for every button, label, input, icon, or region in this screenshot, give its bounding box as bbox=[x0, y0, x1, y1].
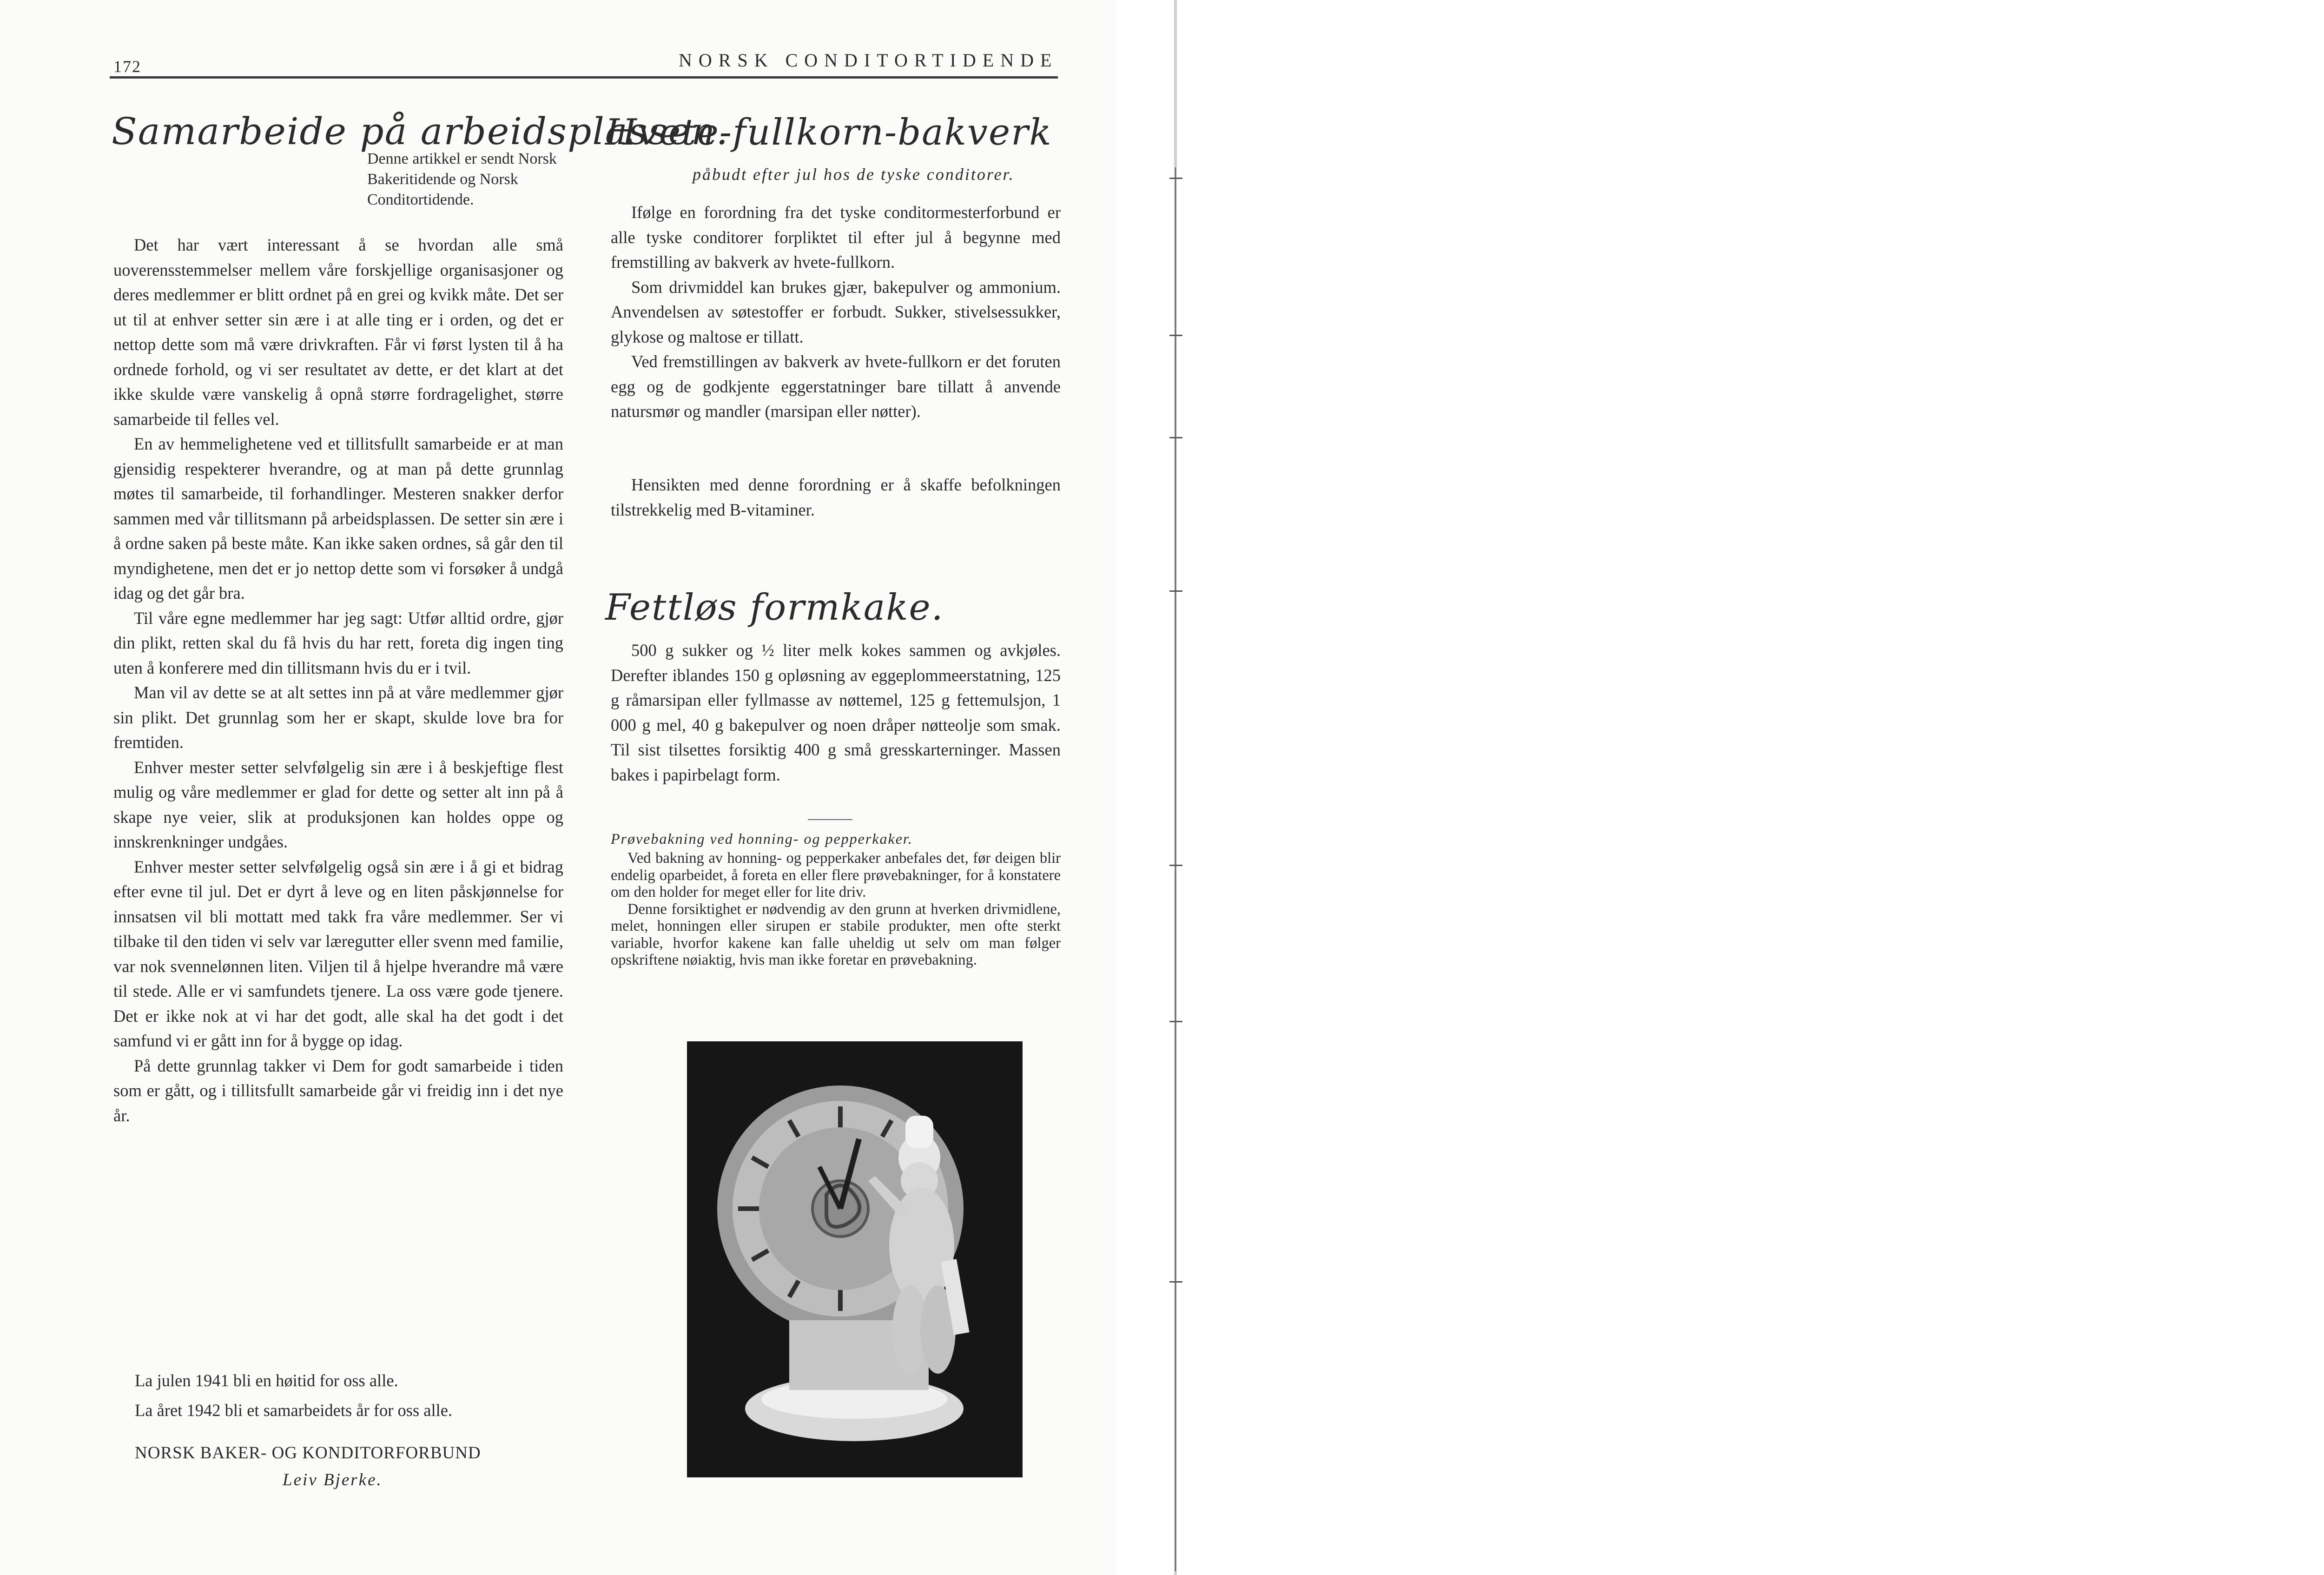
page-edge-mark bbox=[1169, 1281, 1182, 1283]
paragraph: Enhver mester setter selvfølgelig også sin ære i å gi et bidrag efter evne til jul. Det er dyrt å leve og en liten påskjønnelse for innsatsen vil bli mottatt med takk fra våre medlemmer. Ser vi tilbake til den tiden vi selv var læregutter eller svenn med familie, var nok svennelønnen liten. Viljen til å hjelpe hverandre må være til stede. Alle er vi samfundets tjenere. La oss være gode tjenere. Det er ikke nok at vi har det godt, alle skal ha det godt i det samfund vi er gått inn for å bygge op idag. bbox=[113, 857, 563, 1050]
page-edge-line bbox=[1175, 167, 1176, 1571]
paragraph: Til våre egne medlemmer har jeg sagt: Utfør alltid ordre, gjør din plikt, retten skal du få hvis du har rett, foreta dig ingen ting uten å konferere med din tillitsmann hvis du er i tvil. bbox=[113, 608, 563, 677]
article-body-hvete bbox=[611, 200, 1061, 424]
article-body-samarbeide bbox=[113, 232, 563, 1128]
page-edge-mark bbox=[1169, 178, 1182, 179]
closing-line: La året 1942 bli et samarbeidets år for oss alle. bbox=[135, 1401, 453, 1420]
header-rule bbox=[110, 76, 1058, 79]
article-title-hvete: Hvete-fullkorn-bakverk bbox=[605, 112, 1052, 153]
closing-lines bbox=[135, 1366, 452, 1425]
paragraph: Ved fremstillingen av bakverk av hvete-fullkorn er det foruten egg og de godkjente eggerstatninger bare tillatt å anvende natursmør og mandler (marsipan eller nøtter). bbox=[611, 352, 1061, 421]
article-subtitle-hvete: påbudt efter jul hos de tyske conditorer. bbox=[693, 165, 1015, 184]
article-note: Denne artikkel er sendt Norsk Bakeritidende og Norsk Conditortidende. bbox=[367, 150, 557, 208]
closing-line: La julen 1941 bli en høitid for oss alle. bbox=[135, 1371, 398, 1390]
page-edge-mark bbox=[1169, 865, 1182, 866]
clock-figure-illustration bbox=[687, 1041, 1023, 1477]
paragraph: Enhver mester setter selvfølgelig sin ære i å beskjeftige flest mulig og våre medlemmer er glad for dette og setter alt inn på å skape nye veier, slik at produksjonen kan holdes oppe og innskrenkninger undgåes. bbox=[113, 757, 563, 851]
left-page bbox=[0, 0, 1116, 1575]
page-edge-mark bbox=[1169, 1021, 1182, 1022]
paragraph: Man vil av dette se at alt settes inn på at våre medlemmer gjør sin plikt. Det grunnlag som her er skapt, skulde love bra for fremtiden. bbox=[113, 683, 563, 752]
paragraph: Ved bakning av honning- og pepperkaker anbefales det, før deigen blir endelig oparbeidet, å foreta en eller flere prøvebakninger, for å konstatere om den holder for meget eller for lite driv. bbox=[611, 850, 1061, 900]
page-edge-mark bbox=[1169, 590, 1182, 592]
paragraph: 500 g sukker og ½ liter melk kokes sammen og avkjøles. Derefter iblandes 150 g opløsning av eggeplommeerstatning, 125 g råmarsipan eller fyllmasse av nøttemel, 125 g fettemulsjon, 1 000 g mel, 40 g bakepulver og noen dråper nøtteolje som smak. Til sist tilsettes forsiktig 400 g små gresskarterninger. Massen bakes i papirbelagt form. bbox=[611, 641, 1061, 784]
right-page bbox=[1116, 0, 2324, 1575]
paragraph: Det har vært interessant å se hvordan alle små uoverensstemmelser mellem våre forskjellige organisasjoner og deres medlemmer er blitt ordnet på en grei og kvikk måte. Det ser ut til at enhver setter sin ære i at alle ting er i orden, og det er nettop dette som må være drivkraften. Får vi først lysten til å ha ordnede forhold, og vi ser resultatet av dette, er det klart at det ikke skulde være vanskelig å opnå større fordragelighet, større samarbeide til felles vel. bbox=[113, 235, 563, 429]
paragraph: En av hemmelighetene ved et tillitsfullt samarbeide er at man gjensidig respekterer hverandre, og at man på dette grunnlag møtes til samarbeide, til forhandlinger. Mesteren snakker derfor sammen med vår tillitsmann på arbeidsplassen. De setter sin ære i å ordne saken på beste måte. Kan ikke saken ordnes, så går den til myndighetene, men det er jo nettop dette som vi forsøker å undgå idag og det går bra. bbox=[113, 434, 563, 602]
page-number: 172 bbox=[113, 57, 141, 76]
article-title-samarbeide: Samarbeide på arbeidsplassen. bbox=[112, 110, 729, 153]
article-closing-hvete bbox=[611, 472, 1061, 522]
signature-name: Leiv Bjerke. bbox=[283, 1470, 383, 1489]
paragraph: Som drivmiddel kan brukes gjær, bakepulver og ammonium. Anvendelsen av søtestoffer er forbudt. Sukker, stivelsessukker, glykose og maltose er tillatt. bbox=[611, 277, 1061, 346]
clock-figure-photo bbox=[687, 1041, 1023, 1477]
article-body-fettlos bbox=[611, 638, 1061, 787]
paragraph: Ifølge en forordning fra det tyske conditormesterforbund er alle tyske conditorer forpliktet til efter jul å begynne med fremstilling av bakverk av hvete-fullkorn. bbox=[611, 203, 1061, 271]
article-title-provebakning: Prøvebakning ved honning- og pepperkaker. bbox=[611, 830, 913, 847]
paragraph: Hensikten med denne forordning er å skaffe befolkningen tilstrekkelig med B-vitaminer. bbox=[611, 475, 1061, 519]
section-divider bbox=[808, 819, 852, 820]
article-title-fettlos: Fettløs formkake. bbox=[605, 587, 944, 629]
paragraph: På dette grunnlag takker vi Dem for godt samarbeide i tiden som er gått, og i tillitsfullt samarbeide går vi freidig inn i det nye år. bbox=[113, 1056, 563, 1125]
page-edge-mark bbox=[1169, 335, 1182, 336]
page-edge-mark bbox=[1169, 437, 1182, 438]
journal-title: NORSK CONDITORTIDENDE bbox=[679, 50, 1058, 71]
signature-organization: NORSK BAKER- OG KONDITORFORBUND bbox=[135, 1443, 481, 1462]
paragraph: Denne forsiktighet er nødvendig av den grunn at hverken drivmidlene, melet, honningen eller sirupen er stabile produkter, men ofte sterkt variable, hvorfor kakene kan falle uheldig ut selv om man følger opskriftene nøiaktig, hvis man ikke foretar en prøvebakning. bbox=[611, 900, 1061, 968]
article-body-provebakning bbox=[611, 850, 1061, 969]
